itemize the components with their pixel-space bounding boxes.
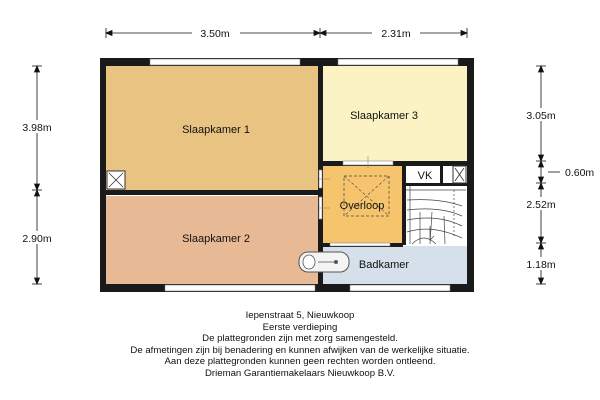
label-slaapkamer-1: Slaapkamer 1 [182, 124, 250, 136]
dimension-label-top-left: 3.50m [200, 28, 230, 40]
dimension-left [32, 66, 42, 284]
sink-icon [299, 252, 349, 272]
label-overloop: Overloop [339, 200, 385, 212]
dimension-label-right-1: 3.05m [526, 110, 556, 122]
caption-floor: Eerste verdieping [262, 321, 338, 333]
label-badkamer: Badkamer [358, 259, 410, 271]
label-slaapkamer-3: Slaapkamer 3 [350, 110, 418, 122]
dimension-label-right-3: 2.52m [526, 199, 556, 211]
caption-company: Drieman Garantiemakelaars Nieuwkoop B.V. [204, 367, 395, 379]
label-vk: VK [417, 170, 433, 182]
dimension-label-right-4: 1.18m [526, 259, 556, 271]
caption-disclaimer-2: De afmetingen zijn bij benadering en kunnen afwijken van de werkelijke situatie. [130, 344, 470, 356]
plan-caption [0, 310, 600, 379]
dimension-right [536, 66, 560, 284]
stair-post [402, 204, 406, 212]
dimension-label-right-2: 0.60m [565, 167, 595, 179]
dimension-label-top-right: 2.31m [381, 28, 411, 40]
shaft-left [107, 171, 125, 189]
label-slaapkamer-2: Slaapkamer 2 [182, 233, 250, 245]
shaft-right [453, 166, 466, 183]
dimension-label-left-lower: 2.90m [22, 233, 52, 245]
caption-address: Iepenstraat 5, Nieuwkoop [245, 310, 355, 321]
caption-disclaimer-1: De plattegronden zijn met zorg samengesteld. [202, 333, 398, 344]
dimension-label-left-upper: 3.98m [22, 122, 52, 134]
caption-disclaimer-3: Aan deze plattegronden kunnen geen rechten worden ontleend. [164, 356, 436, 367]
